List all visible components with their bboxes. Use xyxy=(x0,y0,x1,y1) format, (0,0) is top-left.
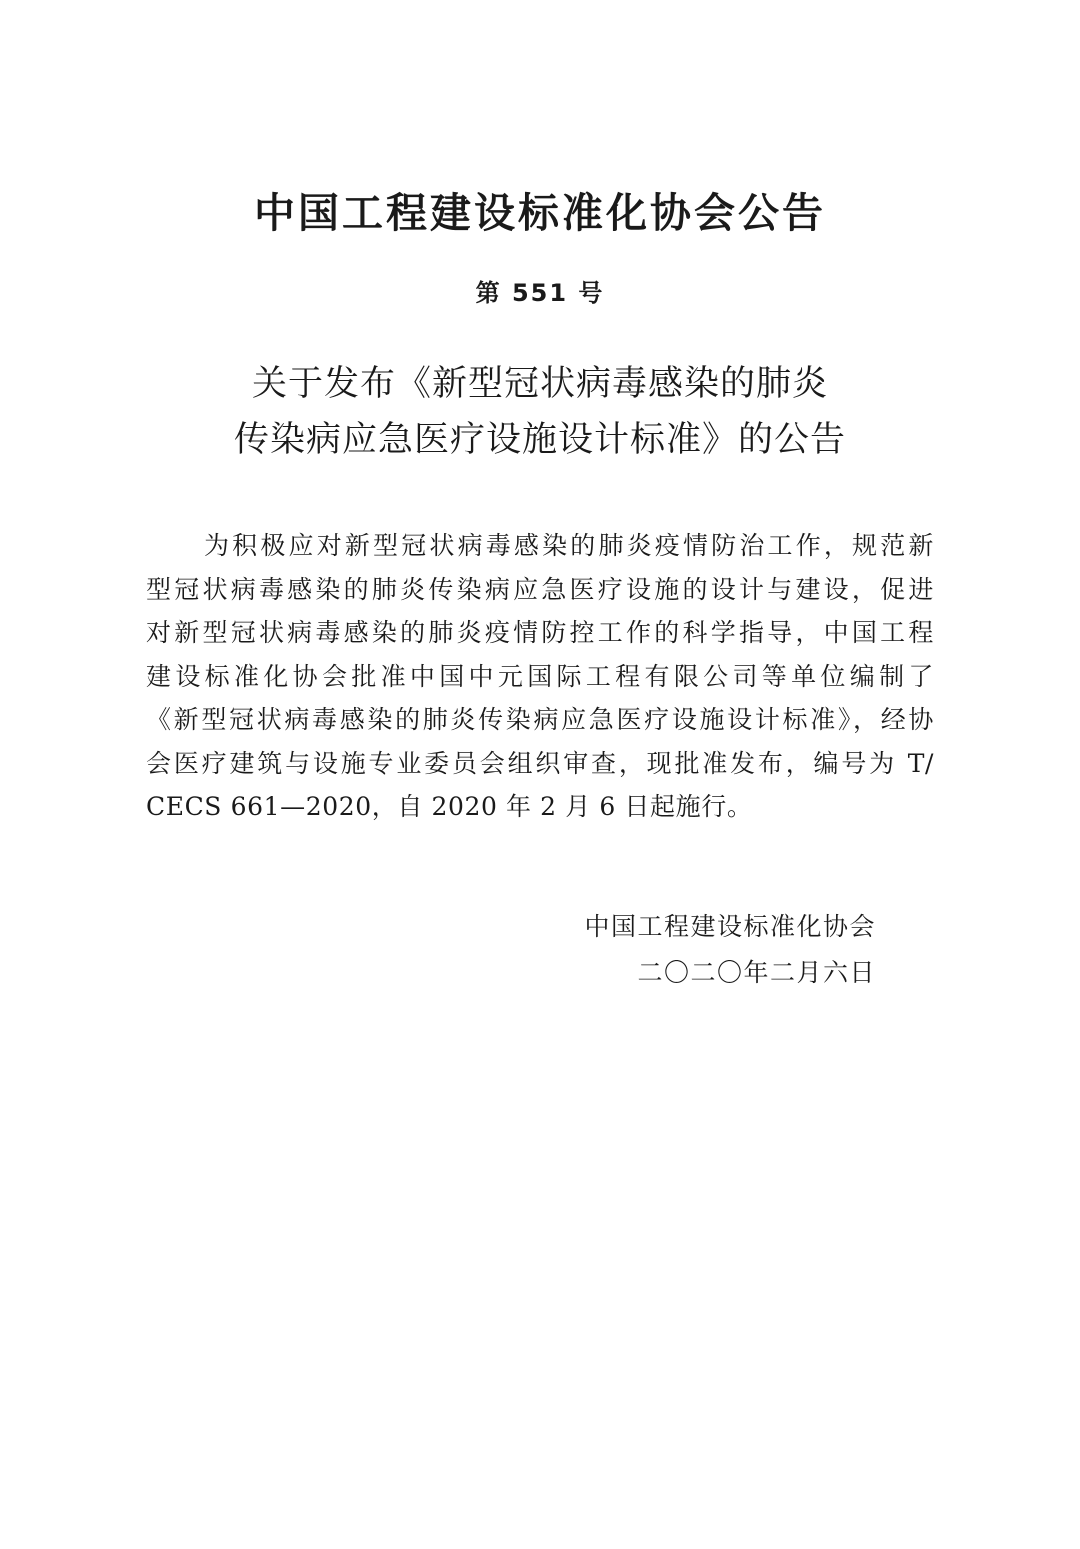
signature-date: 二〇二〇年二月六日 xyxy=(637,958,876,987)
notice-title-line: 传染病应急医疗设施设计标准》的公告 xyxy=(233,420,846,460)
body-line: 建设标准化协会批准中国中元国际工程有限公司等单位编制了 xyxy=(146,661,934,691)
body-line: 会医疗建筑与设施专业委员会组织审查，现批准发布，编号为 T/ xyxy=(146,748,934,778)
body-line: 《新型冠状病毒感染的肺炎传染病应急医疗设施设计标准》，经协 xyxy=(146,705,934,734)
signature-organization: 中国工程建设标准化协会 xyxy=(584,912,876,941)
body-line: 为积极应对新型冠状病毒感染的肺炎疫情防治工作，规范新 xyxy=(204,531,934,560)
notice-title xyxy=(0,356,1080,468)
announcement-body xyxy=(146,524,934,829)
page-title: 中国工程建设标准化协会公告 xyxy=(254,189,826,237)
body-line: 型冠状病毒感染的肺炎传染病应急医疗设施的设计与建设，促进 xyxy=(146,574,934,604)
announcement-number: 第 551 号 xyxy=(475,279,605,307)
notice-title-line: 关于发布《新型冠状病毒感染的肺炎 xyxy=(251,364,828,404)
signature-block xyxy=(584,904,876,996)
body-line: CECS 661—2020，自 2020 年 2 月 6 日起施行。 xyxy=(146,792,753,821)
body-line: 对新型冠状病毒感染的肺炎疫情防控工作的科学指导，中国工程 xyxy=(146,618,934,647)
